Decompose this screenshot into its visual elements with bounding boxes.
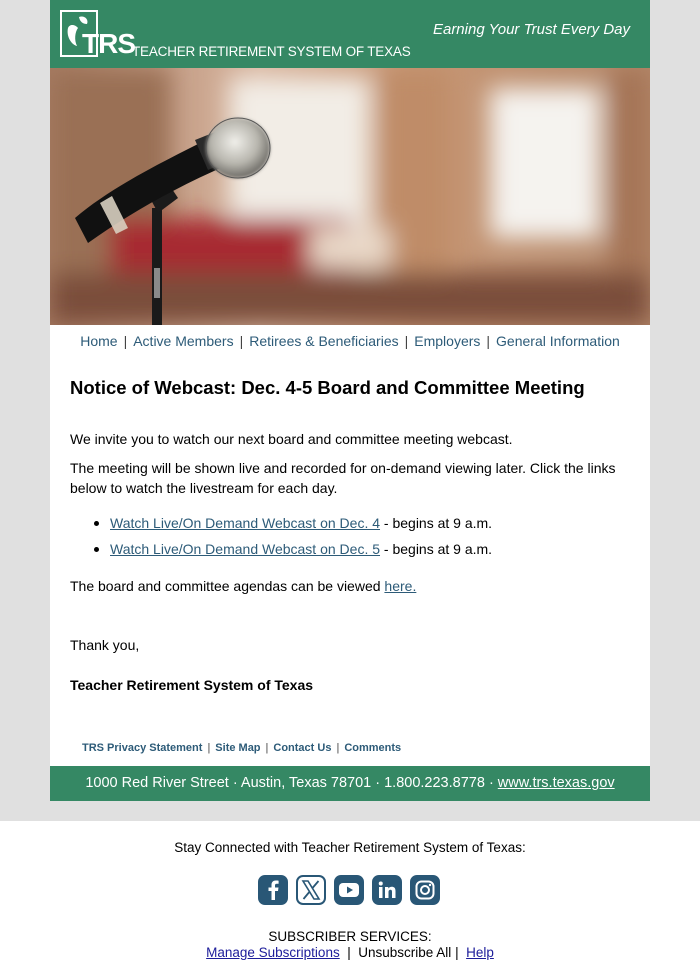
logo-org-name: TEACHER RETIREMENT SYSTEM OF TEXAS: [132, 44, 411, 59]
email-header: [50, 0, 650, 68]
nav-separator: |: [404, 333, 409, 349]
list-item: [70, 540, 630, 566]
nav-active-members[interactable]: Active Members: [133, 333, 234, 349]
manage-subscriptions-link[interactable]: Manage Subscriptions: [206, 945, 340, 960]
help-link[interactable]: Help: [466, 945, 494, 960]
footer-separator: |: [336, 742, 340, 754]
footer-privacy-link[interactable]: TRS Privacy Statement: [82, 742, 203, 754]
nav-separator: |: [486, 333, 491, 349]
instagram-icon[interactable]: [410, 875, 440, 905]
bullet-icon: [94, 547, 99, 552]
address-text: 1000 Red River Street · Austin, Texas 78701 · 1.800.223.8778 ·: [85, 775, 498, 791]
agenda-text: The board and committee agendas can be viewed: [70, 578, 385, 594]
footer-links: [82, 742, 401, 754]
footer-contact-link[interactable]: Contact Us: [273, 742, 332, 754]
email-title: Notice of Webcast: Dec. 4-5 Board and Committee Meeting: [70, 377, 585, 398]
subscriber-separator: |: [347, 945, 351, 960]
stay-connected-label: Stay Connected with Teacher Retirement System of Texas:: [174, 840, 526, 855]
subscriber-links: [0, 945, 700, 961]
webcast-dec5-time: - begins at 9 a.m.: [380, 541, 493, 557]
header-tagline: Earning Your Trust Every Day: [432, 21, 630, 38]
nav-retirees-beneficiaries[interactable]: Retirees & Beneficiaries: [249, 333, 399, 349]
nav-separator: |: [123, 333, 128, 349]
social-icons: [258, 875, 440, 907]
youtube-icon[interactable]: [334, 875, 364, 905]
logo-trs-text: TRS: [82, 28, 135, 59]
footer-comments-link[interactable]: Comments: [344, 742, 402, 754]
trs-logo[interactable]: [60, 10, 411, 62]
webcast-dec5-link[interactable]: Watch Live/On Demand Webcast on Dec. 5: [110, 541, 381, 557]
subscriber-services: [0, 929, 700, 961]
hero-image-microphone: [50, 68, 650, 325]
list-item: [70, 514, 630, 540]
nav-general-information[interactable]: General Information: [496, 333, 620, 349]
agenda-here-link[interactable]: here.: [384, 578, 417, 594]
webcast-dec4-time: - begins at 9 a.m.: [380, 515, 493, 531]
nav-employers[interactable]: Employers: [414, 333, 481, 349]
unsubscribe-all-text[interactable]: Unsubscribe All: [358, 945, 452, 960]
footer-separator: |: [265, 742, 269, 754]
linkedin-icon[interactable]: [372, 875, 402, 905]
webcast-dec4-link[interactable]: Watch Live/On Demand Webcast on Dec. 4: [110, 515, 381, 531]
webcast-links-list: [70, 514, 630, 566]
subscriber-separator: |: [455, 945, 459, 960]
nav-separator: |: [239, 333, 244, 349]
footer-sitemap-link[interactable]: Site Map: [215, 742, 261, 754]
email-card: [50, 0, 650, 801]
address-bar: [50, 766, 650, 801]
facebook-icon[interactable]: [258, 875, 288, 905]
nav-home[interactable]: Home: [80, 333, 118, 349]
agenda-paragraph: [70, 576, 416, 596]
intro-paragraph: We invite you to watch our next board and committee meeting webcast.: [70, 431, 513, 447]
top-navigation: [50, 333, 650, 349]
bullet-icon: [94, 521, 99, 526]
website-link[interactable]: www.trs.texas.gov: [497, 775, 615, 791]
signature: Teacher Retirement System of Texas: [70, 677, 314, 693]
meeting-paragraph: The meeting will be shown live and recorded for on-demand viewing later. Click the links below to watch the livestream for each day.: [70, 460, 616, 496]
footer-separator: |: [207, 742, 211, 754]
subscriber-heading: SUBSCRIBER SERVICES:: [268, 929, 432, 944]
x-twitter-icon[interactable]: [296, 875, 326, 905]
closing-thanks: Thank you,: [70, 637, 140, 653]
